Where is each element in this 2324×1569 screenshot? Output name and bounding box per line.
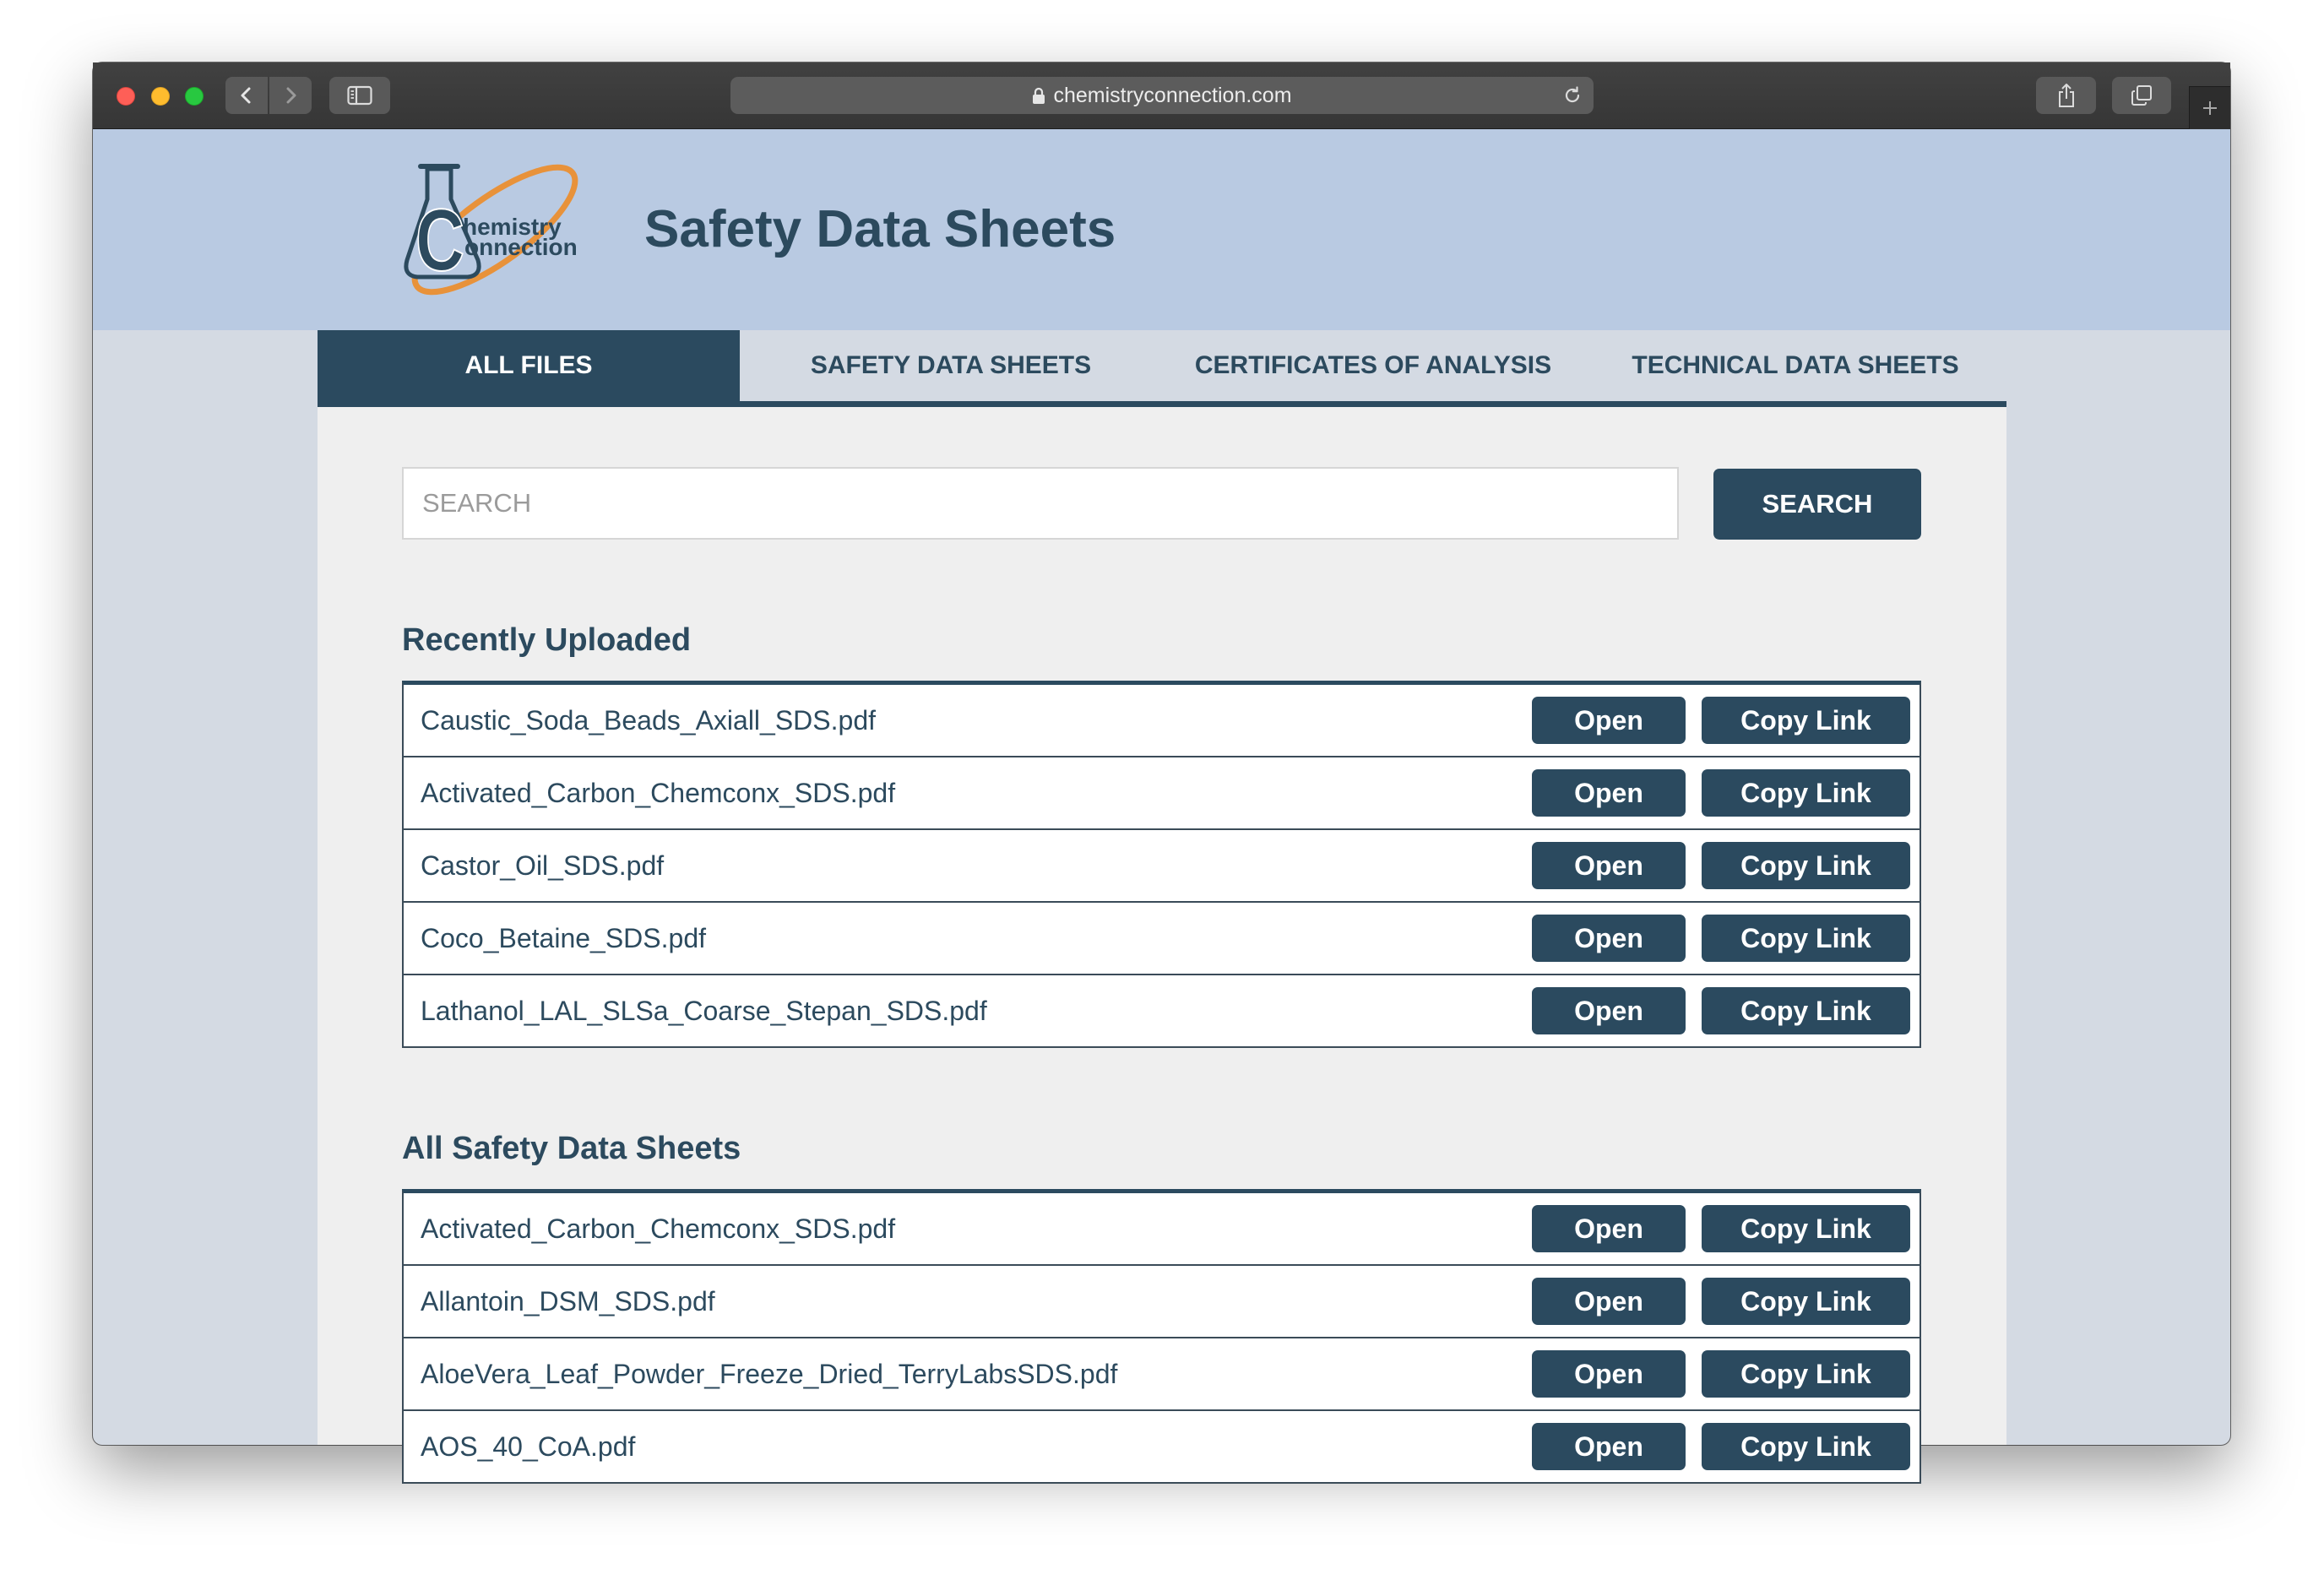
copy-link-button[interactable]: Copy Link xyxy=(1702,769,1910,817)
copy-link-button[interactable]: Copy Link xyxy=(1702,1423,1910,1470)
open-button[interactable]: Open xyxy=(1532,697,1686,744)
close-window-icon[interactable] xyxy=(117,87,135,106)
tabs-overview-button[interactable] xyxy=(2112,77,2171,114)
table-row xyxy=(404,757,1919,830)
plus-icon xyxy=(2202,100,2218,117)
browser-toolbar xyxy=(93,62,2230,129)
new-tab-button[interactable] xyxy=(2189,86,2230,129)
open-button[interactable]: Open xyxy=(1532,1205,1686,1252)
copy-link-button[interactable]: Copy Link xyxy=(1702,1205,1910,1252)
table-row xyxy=(404,830,1919,903)
file-name: AOS_40_CoA.pdf xyxy=(421,1431,636,1462)
recently-uploaded-table xyxy=(402,681,1921,1048)
file-name: Lathanol_LAL_SLSa_Coarse_Stepan_SDS.pdf xyxy=(421,995,987,1026)
all-safety-data-sheets-table xyxy=(402,1189,1921,1484)
table-row xyxy=(404,685,1919,757)
table-row xyxy=(404,975,1919,1048)
content-panel xyxy=(318,330,2006,1462)
all-safety-data-sheets-heading: All Safety Data Sheets xyxy=(402,1131,741,1166)
file-name: Activated_Carbon_Chemconx_SDS.pdf xyxy=(421,1213,896,1244)
page-title: Safety Data Sheets xyxy=(644,200,1116,258)
logo-line-2: onnection xyxy=(464,234,578,260)
copy-link-button[interactable]: Copy Link xyxy=(1702,1350,1910,1398)
file-name: Castor_Oil_SDS.pdf xyxy=(421,850,665,881)
address-bar-content xyxy=(730,77,1594,114)
file-name: AloeVera_Leaf_Powder_Freeze_Dried_TerryLabsSDS.pdf xyxy=(421,1358,1118,1389)
tab-certificates-of-analysis[interactable]: CERTIFICATES OF ANALYSIS xyxy=(1194,351,1552,379)
table-row xyxy=(404,1193,1919,1266)
tab-safety-data-sheets[interactable]: SAFETY DATA SHEETS xyxy=(810,351,1092,379)
forward-button[interactable] xyxy=(269,77,312,114)
chevron-right-icon xyxy=(282,85,299,106)
search-button[interactable]: SEARCH xyxy=(1713,469,1921,540)
chemistry-connection-logo[interactable] xyxy=(400,160,596,296)
table-row xyxy=(404,1338,1919,1411)
copy-link-button[interactable]: Copy Link xyxy=(1702,915,1910,962)
open-button[interactable]: Open xyxy=(1532,1278,1686,1325)
open-button[interactable]: Open xyxy=(1532,987,1686,1034)
logo-line-1: hemistry xyxy=(463,214,562,240)
lock-icon xyxy=(1032,87,1045,105)
tab-all-files[interactable]: ALL FILES xyxy=(318,330,740,401)
copy-link-button[interactable]: Copy Link xyxy=(1702,1278,1910,1325)
open-button[interactable]: Open xyxy=(1532,1423,1686,1470)
copy-link-button[interactable]: Copy Link xyxy=(1702,987,1910,1034)
share-button[interactable] xyxy=(2036,77,2096,114)
minimize-window-icon[interactable] xyxy=(151,87,170,106)
navigation-buttons xyxy=(225,77,312,114)
file-name: Allantoin_DSM_SDS.pdf xyxy=(421,1285,715,1317)
reload-icon[interactable] xyxy=(1562,85,1583,106)
open-button[interactable]: Open xyxy=(1532,842,1686,889)
file-type-tabs xyxy=(318,330,2006,407)
site-header xyxy=(93,129,2230,330)
file-name: Caustic_Soda_Beads_Axiall_SDS.pdf xyxy=(421,704,876,736)
copy-link-button[interactable]: Copy Link xyxy=(1702,842,1910,889)
file-name: Activated_Carbon_Chemconx_SDS.pdf xyxy=(421,777,896,808)
url-text: chemistryconnection.com xyxy=(1053,83,1292,107)
zoom-window-icon[interactable] xyxy=(185,87,204,106)
share-icon xyxy=(2056,83,2077,108)
copy-link-button[interactable]: Copy Link xyxy=(1702,697,1910,744)
logo-initial: C xyxy=(415,192,464,290)
sidebar-button[interactable] xyxy=(329,77,390,114)
browser-window xyxy=(93,62,2230,1462)
table-row xyxy=(404,903,1919,975)
tab-technical-data-sheets[interactable]: TECHNICAL DATA SHEETS xyxy=(1632,351,1959,379)
chevron-left-icon xyxy=(238,85,255,106)
open-button[interactable]: Open xyxy=(1532,915,1686,962)
tabs-overview-icon xyxy=(2131,84,2153,106)
file-name: Coco_Betaine_SDS.pdf xyxy=(421,922,706,953)
table-row xyxy=(404,1266,1919,1338)
back-button[interactable] xyxy=(225,77,268,114)
address-bar[interactable] xyxy=(730,77,1594,114)
table-row xyxy=(404,1411,1919,1484)
search-input[interactable] xyxy=(402,467,1679,540)
open-button[interactable]: Open xyxy=(1532,769,1686,817)
recently-uploaded-heading: Recently Uploaded xyxy=(402,622,692,658)
open-button[interactable]: Open xyxy=(1532,1350,1686,1398)
sidebar-icon xyxy=(347,85,372,106)
